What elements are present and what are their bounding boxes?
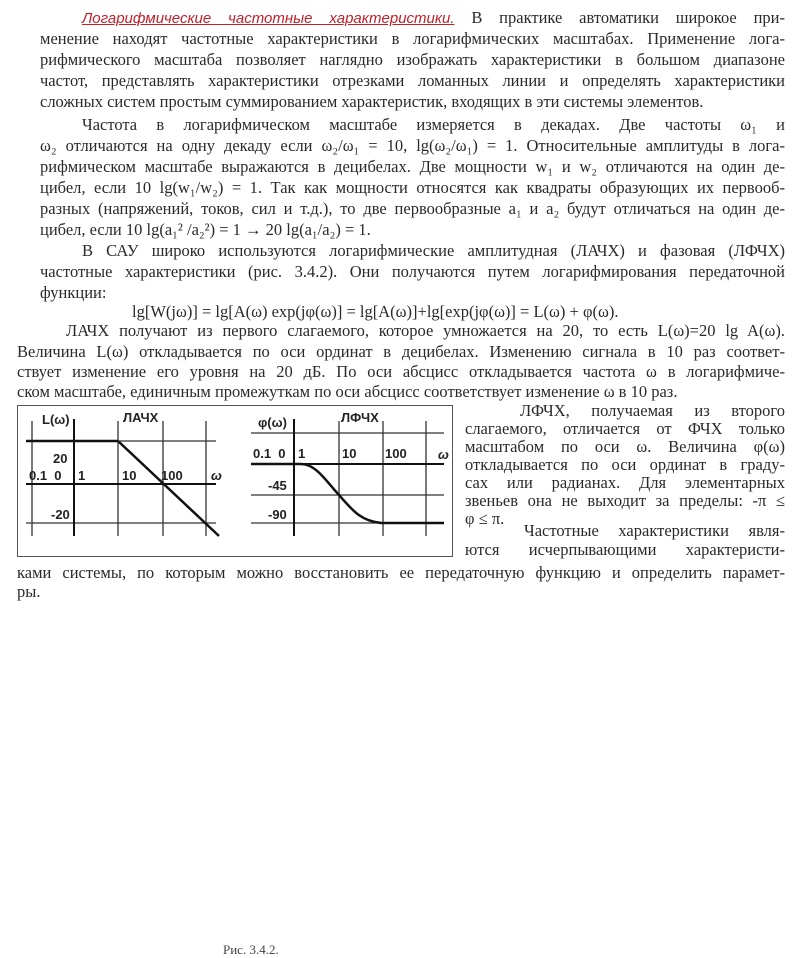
paragraph-3-line-1: В САУ широко используются логарифмические амплитудная (ЛАЧХ) и фазовая (ЛФЧХ) (82, 241, 785, 260)
lach-tick-x1: 1 (78, 468, 86, 483)
paragraph-2-line-6: цибел, если 10 lg(a₁² /a₂²) = 1 → 20 lg(a₁/a₂) = 1. (40, 220, 371, 239)
lfch-title: ЛФЧХ (341, 410, 379, 425)
paragraph-4-line-2: Величина L(ω) откладывается по оси ординат в децибелах. Изменению сигнала в 10 раз соответ- (17, 342, 785, 361)
paragraph-1-line-3: рифмического масштаба позволяет наглядно изображать характеристики в большом диапазоне (40, 50, 785, 69)
lach-xlabel: ω (211, 468, 222, 483)
lfch-tick-x100: 100 (385, 446, 407, 461)
paragraph-2-line-2: ω₂ отличаются на одну декаду если ω₂/ω₁ = 10, lg(ω₂/ω₁) = 1. Относительные амплитуды в лога- (40, 136, 785, 155)
paragraph-1-line-4: частот, представлять характеристики отрезками ломанных линии и определять характеристики (40, 71, 785, 90)
paragraph-6-line-3: ками системы, по которым можно восстановить ее передаточную функцию и определить парамет- (17, 563, 785, 582)
paragraph-6-line-4: ры. (17, 582, 41, 601)
paragraph-5-line-5: сах или радианах. Для элементарных (465, 473, 785, 492)
lach-title: ЛАЧХ (123, 410, 159, 425)
paragraph-2-line-1: Частота в логарифмическом масштабе измеряется в декадах. Две частоты ω₁ и (82, 115, 785, 134)
lach-tick-x10: 10 (122, 468, 137, 483)
paragraph-1-line-2: менение находят частотные характеристики в логарифмических масштабах. Применение лога- (40, 29, 785, 48)
bode-plots (18, 406, 454, 558)
lfch-tick-x1: 1 (298, 446, 306, 461)
paragraph-2-line-5: разных (напряжений, токов, сил и т.д.), то две первообразные a₁ и a₂ будут отличаться на один де- (40, 199, 785, 218)
lfch-tick-0: 0.1 0 (253, 446, 286, 461)
paragraph-3-line-3: функции: (40, 283, 107, 302)
paragraph-3-line-2: частотные характеристики (рис. 3.4.2). Они получаются путем логарифмирования передаточной (40, 262, 785, 281)
lfch-tick-neg90: -90 (268, 507, 287, 522)
lfch-ylabel: φ(ω) (258, 415, 287, 430)
paragraph-4-line-4: ском масштабе, единичным промежуткам по оси абсцисс соответствует изменение ω в 10 раз. (17, 382, 678, 401)
paragraph-2-line-4: цибел, если 10 lg(w₁/w₂) = 1. Так как мощности относятся как квадраты образующих их первооб- (40, 178, 785, 197)
paragraph-1-line-5: сложных систем простым суммированием характеристик, входящих в эти системы элементов. (40, 92, 704, 111)
lfch-tick-neg45: -45 (268, 478, 287, 493)
paragraph-1-line-1 (82, 8, 785, 29)
lfch-xlabel: ω (438, 447, 449, 462)
transfer-function-formula: lg[W(jω)] = lg[A(ω) exp(jφ(ω)] = lg[A(ω)]+lg[exp(jφ(ω)] = L(ω) + φ(ω). (132, 302, 619, 321)
paragraph-5-line-1: ЛФЧХ, получаемая из второго (520, 401, 785, 420)
lach-tick-neg20: -20 (51, 507, 70, 522)
lach-tick-0: 0.1 0 (29, 468, 62, 483)
paragraph-5-line-3: масштабом по оси ω. Величина φ(ω) (465, 437, 785, 456)
paragraph-5-line-6: звеньев она не выходит за пределы: -π ≤ (465, 491, 785, 510)
paragraph-4-line-1: ЛАЧХ получают из первого слагаемого, которое умножается на 20, то есть L(ω)=20 lg A(ω). (66, 321, 785, 340)
text: В практике автоматики широкое при- (471, 8, 786, 27)
section-title: Логарифмические частотные характеристики. (82, 10, 455, 27)
figure-caption: Рис. 3.4.2. (223, 942, 279, 957)
lach-tick-x100: 100 (161, 468, 183, 483)
paragraph-5-line-7: φ ≤ π. (465, 509, 505, 528)
paragraph-6-line-2: ются исчерпывающими характеристи- (465, 540, 785, 559)
paragraph-5-line-4: откладывается по оси ординат в граду- (465, 455, 785, 474)
lach-tick-20: 20 (53, 451, 68, 466)
paragraph-2-line-3: рифмическом масштабе выражаются в децибелах. Две мощности w₁ и w₂ отличаются на один де- (40, 157, 785, 176)
paragraph-4-line-3: ствует изменение его уровня на 20 дБ. По оси абсцисс откладывается частота ω в логарифмиче- (17, 362, 785, 381)
lfch-tick-x10: 10 (342, 446, 357, 461)
lach-ylabel: L(ω) (42, 412, 70, 427)
paragraph-6-line-1: Частотные характеристики явля- (524, 521, 785, 540)
paragraph-5-line-2: слагаемого, отличается от ФЧХ только (465, 419, 785, 438)
